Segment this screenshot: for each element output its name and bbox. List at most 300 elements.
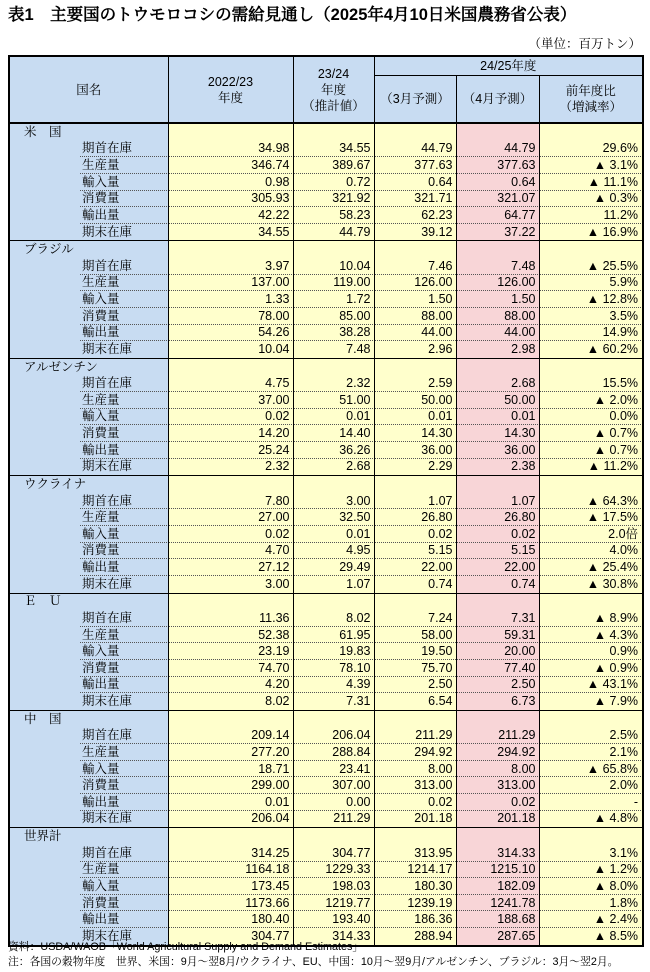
item-label: 輸出量 [9,207,168,224]
value-march-forecast: 2.59 [374,375,456,392]
value-yoy-change: ▲ 30.8% [539,576,643,593]
table-row [9,258,643,275]
item-label: 期末在庫 [9,341,168,358]
empty-cell [168,123,293,141]
value-march-forecast: 88.00 [374,308,456,325]
value-2022-23: 0.02 [168,526,293,543]
value-yoy-change: ▲ 8.0% [539,878,643,895]
country-name: ブラジル [9,241,168,258]
unit-label: （単位：百万トン） [528,37,641,51]
value-2022-23: 0.02 [168,409,293,426]
item-label: 輸出量 [9,325,168,342]
header-2022-23-label: 年度 [217,90,243,105]
table-row [9,627,643,644]
empty-cell [168,710,293,727]
table-row [9,141,643,158]
empty-cell [374,476,456,493]
empty-cell [456,123,539,141]
value-2023-24: 0.01 [293,409,374,426]
value-yoy-change: 2.5% [539,728,643,745]
empty-cell [456,241,539,258]
value-yoy-change: ▲ 12.8% [539,291,643,308]
empty-cell [374,593,456,610]
value-march-forecast: 8.00 [374,761,456,778]
table-row [9,693,643,710]
country-row [9,828,643,845]
value-march-forecast: 1.50 [374,291,456,308]
value-2023-24: 32.50 [293,509,374,526]
value-april-forecast: 2.68 [456,375,539,392]
item-label: 輸出量 [9,442,168,459]
empty-cell [168,476,293,493]
value-2022-23: 277.20 [168,744,293,761]
value-april-forecast: 5.15 [456,543,539,560]
table-row [9,291,643,308]
value-yoy-change: ▲ 60.2% [539,341,643,358]
value-yoy-change: 29.6% [539,141,643,158]
value-april-forecast: 88.00 [456,308,539,325]
value-2023-24: 19.83 [293,643,374,660]
value-2023-24: 2.32 [293,375,374,392]
value-april-forecast: 59.31 [456,627,539,644]
value-march-forecast: 5.15 [374,543,456,560]
table-row [9,174,643,191]
country-row [9,241,643,258]
value-yoy-change: 3.5% [539,308,643,325]
value-yoy-change: ▲ 0.7% [539,442,643,459]
value-2022-23: 3.00 [168,576,293,593]
value-march-forecast: 58.00 [374,627,456,644]
value-march-forecast: 201.18 [374,811,456,828]
table-row [9,191,643,208]
empty-cell [456,710,539,727]
empty-cell [293,593,374,610]
value-yoy-change: ▲ 7.9% [539,693,643,710]
value-2022-23: 8.02 [168,693,293,710]
table-row [9,207,643,224]
value-march-forecast: 44.00 [374,325,456,342]
value-2023-24: 0.00 [293,794,374,811]
value-2022-23: 10.04 [168,341,293,358]
value-march-forecast: 2.50 [374,677,456,694]
value-april-forecast: 188.68 [456,911,539,928]
country-row [9,358,643,375]
value-2023-24: 206.04 [293,728,374,745]
table-row [9,794,643,811]
value-april-forecast: 287.65 [456,928,539,946]
table-row [9,425,643,442]
empty-cell [539,828,643,845]
item-label: 輸入量 [9,878,168,895]
value-yoy-change: 15.5% [539,375,643,392]
value-2022-23: 180.40 [168,911,293,928]
value-april-forecast: 182.09 [456,878,539,895]
value-april-forecast: 44.79 [456,141,539,158]
value-yoy-change: ▲ 3.1% [539,157,643,174]
value-2023-24: 8.02 [293,610,374,627]
value-march-forecast: 211.29 [374,728,456,745]
empty-cell [539,123,643,141]
table-row [9,325,643,342]
value-yoy-change: ▲ 11.2% [539,459,643,476]
value-yoy-change: - [539,794,643,811]
value-2023-24: 0.01 [293,526,374,543]
value-2023-24: 3.00 [293,493,374,510]
value-april-forecast: 37.22 [456,224,539,241]
empty-cell [293,358,374,375]
value-yoy-change: ▲ 64.3% [539,493,643,510]
table-row [9,341,643,358]
table-row [9,224,643,241]
value-april-forecast: 7.31 [456,610,539,627]
value-april-forecast: 20.00 [456,643,539,660]
value-april-forecast: 2.98 [456,341,539,358]
item-label: 生産量 [9,744,168,761]
item-label: 消費量 [9,425,168,442]
value-march-forecast: 377.63 [374,157,456,174]
value-yoy-change: ▲ 25.5% [539,258,643,275]
country-row [9,123,643,141]
item-label: 生産量 [9,392,168,409]
value-march-forecast: 26.80 [374,509,456,526]
header-2024-25: 24/25年度 [374,56,643,75]
value-april-forecast: 22.00 [456,559,539,576]
item-label: 輸入量 [9,291,168,308]
value-yoy-change: ▲ 8.9% [539,610,643,627]
value-april-forecast: 8.00 [456,761,539,778]
item-label: 期首在庫 [9,845,168,862]
table-row [9,409,643,426]
table-row [9,660,643,677]
item-label: 期首在庫 [9,375,168,392]
value-2023-24: 44.79 [293,224,374,241]
value-yoy-change: ▲ 4.3% [539,627,643,644]
value-2022-23: 173.45 [168,878,293,895]
value-april-forecast: 1.50 [456,291,539,308]
value-march-forecast: 288.94 [374,928,456,946]
header-march-forecast: （3月予測） [374,75,456,123]
value-2022-23: 305.93 [168,191,293,208]
value-yoy-change: ▲ 16.9% [539,224,643,241]
empty-cell [456,476,539,493]
value-yoy-change: ▲ 8.5% [539,928,643,946]
value-2022-23: 25.24 [168,442,293,459]
value-2023-24: 58.23 [293,207,374,224]
value-2022-23: 299.00 [168,777,293,794]
value-2023-24: 34.55 [293,141,374,158]
table-row [9,862,643,879]
header-2022-23-year: 2022/23 [207,74,254,89]
empty-cell [374,241,456,258]
item-label: 期末在庫 [9,459,168,476]
value-yoy-change: 3.1% [539,845,643,862]
value-april-forecast: 1241.78 [456,895,539,912]
empty-cell [168,241,293,258]
value-yoy-change: 2.0倍 [539,526,643,543]
item-label: 生産量 [9,862,168,879]
value-april-forecast: 0.01 [456,409,539,426]
header-april-forecast: （4月予測） [456,75,539,123]
table-row [9,677,643,694]
table-row [9,157,643,174]
value-april-forecast: 211.29 [456,728,539,745]
value-2023-24: 2.68 [293,459,374,476]
value-2023-24: 38.28 [293,325,374,342]
value-2022-23: 0.01 [168,794,293,811]
item-label: 期末在庫 [9,693,168,710]
value-march-forecast: 186.36 [374,911,456,928]
table-row [9,878,643,895]
value-march-forecast: 321.71 [374,191,456,208]
item-label: 消費量 [9,895,168,912]
value-2022-23: 209.14 [168,728,293,745]
item-label: 輸出量 [9,559,168,576]
value-2022-23: 0.98 [168,174,293,191]
value-yoy-change: ▲ 17.5% [539,509,643,526]
source-note: 資料：USDA/WAOB「World Agricultural Supply and Demand Estimates」 [8,941,364,953]
crop-year-note: 注：各国の穀物年度 世界、米国：9月～翌8月/ウクライナ、EU、中国：10月～翌9月/アルゼンチン、ブラジル：3月～翌2月。 [8,956,619,968]
item-label: 消費量 [9,777,168,794]
value-2023-24: 7.31 [293,693,374,710]
value-2022-23: 11.36 [168,610,293,627]
value-2022-23: 4.75 [168,375,293,392]
value-march-forecast: 0.01 [374,409,456,426]
value-2022-23: 4.70 [168,543,293,560]
value-yoy-change: 0.0% [539,409,643,426]
value-yoy-change: ▲ 25.4% [539,559,643,576]
country-name: 中 国 [9,710,168,727]
value-2022-23: 78.00 [168,308,293,325]
value-yoy-change: 1.8% [539,895,643,912]
value-2023-24: 7.48 [293,341,374,358]
table-row [9,643,643,660]
item-label: 期末在庫 [9,928,168,946]
value-yoy-change: ▲ 2.0% [539,392,643,409]
table-title: 表1 主要国のトウモロコシの需給見通し（2025年4月10日米国農務省公表） [8,6,577,24]
item-label: 期首在庫 [9,610,168,627]
item-label: 期末在庫 [9,811,168,828]
value-march-forecast: 22.00 [374,559,456,576]
item-label: 生産量 [9,275,168,292]
value-yoy-change: 2.1% [539,744,643,761]
item-label: 輸入量 [9,643,168,660]
value-2023-24: 321.92 [293,191,374,208]
value-2022-23: 3.97 [168,258,293,275]
value-2023-24: 1.72 [293,291,374,308]
value-march-forecast: 0.74 [374,576,456,593]
empty-cell [456,593,539,610]
value-april-forecast: 2.50 [456,677,539,694]
item-label: 消費量 [9,191,168,208]
value-2023-24: 1.07 [293,576,374,593]
empty-cell [293,123,374,141]
empty-cell [456,828,539,845]
value-2023-24: 0.72 [293,174,374,191]
item-label: 生産量 [9,509,168,526]
value-2023-24: 389.67 [293,157,374,174]
empty-cell [539,241,643,258]
empty-cell [539,710,643,727]
table-row [9,459,643,476]
table-row [9,375,643,392]
value-2023-24: 304.77 [293,845,374,862]
empty-cell [293,828,374,845]
value-2023-24: 85.00 [293,308,374,325]
table-body [9,123,643,946]
empty-cell [168,593,293,610]
value-yoy-change: ▲ 65.8% [539,761,643,778]
value-2023-24: 211.29 [293,811,374,828]
item-label: 輸入量 [9,761,168,778]
item-label: 期首在庫 [9,258,168,275]
table-row [9,308,643,325]
table-row [9,728,643,745]
item-label: 期首在庫 [9,493,168,510]
value-april-forecast: 0.64 [456,174,539,191]
value-2023-24: 288.84 [293,744,374,761]
value-2023-24: 51.00 [293,392,374,409]
country-name: Ｅ Ｕ [9,593,168,610]
value-april-forecast: 2.38 [456,459,539,476]
item-label: 期末在庫 [9,224,168,241]
value-yoy-change: 5.9% [539,275,643,292]
value-2022-23: 18.71 [168,761,293,778]
value-april-forecast: 0.02 [456,794,539,811]
value-march-forecast: 313.95 [374,845,456,862]
value-2023-24: 1219.77 [293,895,374,912]
table-row [9,576,643,593]
value-april-forecast: 36.00 [456,442,539,459]
value-2023-24: 29.49 [293,559,374,576]
table-header [9,56,643,123]
value-march-forecast: 0.02 [374,526,456,543]
item-label: 輸入量 [9,526,168,543]
value-april-forecast: 314.33 [456,845,539,862]
value-march-forecast: 6.54 [374,693,456,710]
value-2022-23: 2.32 [168,459,293,476]
value-yoy-change: 2.0% [539,777,643,794]
value-yoy-change: ▲ 0.9% [539,660,643,677]
value-march-forecast: 294.92 [374,744,456,761]
value-2023-24: 36.26 [293,442,374,459]
value-2022-23: 1173.66 [168,895,293,912]
value-march-forecast: 7.46 [374,258,456,275]
value-2022-23: 34.98 [168,141,293,158]
header-2023-24 [293,56,374,123]
value-yoy-change: 11.2% [539,207,643,224]
value-yoy-change: ▲ 43.1% [539,677,643,694]
value-march-forecast: 2.29 [374,459,456,476]
value-april-forecast: 77.40 [456,660,539,677]
empty-cell [539,476,643,493]
item-label: 消費量 [9,308,168,325]
value-2022-23: 4.20 [168,677,293,694]
value-march-forecast: 39.12 [374,224,456,241]
value-march-forecast: 7.24 [374,610,456,627]
value-april-forecast: 7.48 [456,258,539,275]
empty-cell [374,123,456,141]
header-2023-24-label: 年度 [320,82,346,97]
value-2022-23: 74.70 [168,660,293,677]
corn-supply-demand-table [8,55,644,947]
value-2022-23: 1.33 [168,291,293,308]
value-march-forecast: 36.00 [374,442,456,459]
empty-cell [293,241,374,258]
empty-cell [168,358,293,375]
value-2022-23: 27.12 [168,559,293,576]
item-label: 期首在庫 [9,141,168,158]
value-2022-23: 7.80 [168,493,293,510]
value-2022-23: 23.19 [168,643,293,660]
value-2023-24: 198.03 [293,878,374,895]
value-2022-23: 314.25 [168,845,293,862]
country-name: ウクライナ [9,476,168,493]
value-2023-24: 193.40 [293,911,374,928]
value-march-forecast: 1.07 [374,493,456,510]
value-yoy-change: ▲ 11.1% [539,174,643,191]
item-label: 輸出量 [9,677,168,694]
country-row [9,476,643,493]
item-label: 生産量 [9,157,168,174]
item-label: 輸入量 [9,409,168,426]
table-row [9,845,643,862]
header-yoy-change [539,75,643,123]
value-april-forecast: 321.07 [456,191,539,208]
item-label: 期末在庫 [9,576,168,593]
empty-cell [374,828,456,845]
item-label: 輸出量 [9,911,168,928]
value-april-forecast: 1215.10 [456,862,539,879]
value-2022-23: 206.04 [168,811,293,828]
value-april-forecast: 50.00 [456,392,539,409]
table-row [9,509,643,526]
country-row [9,593,643,610]
table-row [9,761,643,778]
value-2022-23: 27.00 [168,509,293,526]
value-2022-23: 54.26 [168,325,293,342]
value-2023-24: 314.33 [293,928,374,946]
value-april-forecast: 14.30 [456,425,539,442]
table-row [9,275,643,292]
value-march-forecast: 14.30 [374,425,456,442]
value-march-forecast: 62.23 [374,207,456,224]
empty-cell [539,593,643,610]
empty-cell [168,828,293,845]
country-name: 世界計 [9,828,168,845]
empty-cell [539,358,643,375]
table-row [9,811,643,828]
value-yoy-change: ▲ 2.4% [539,911,643,928]
empty-cell [293,476,374,493]
value-2022-23: 42.22 [168,207,293,224]
value-2022-23: 1164.18 [168,862,293,879]
value-april-forecast: 0.74 [456,576,539,593]
value-april-forecast: 1.07 [456,493,539,510]
value-2023-24: 307.00 [293,777,374,794]
header-country: 国名 [9,56,168,123]
item-label: 期首在庫 [9,728,168,745]
value-april-forecast: 0.02 [456,526,539,543]
table-row [9,493,643,510]
value-march-forecast: 75.70 [374,660,456,677]
header-2023-24-note: （推計値） [302,98,365,113]
header-2022-23 [168,56,293,123]
item-label: 消費量 [9,660,168,677]
value-march-forecast: 2.96 [374,341,456,358]
value-2023-24: 14.40 [293,425,374,442]
country-name: アルゼンチン [9,358,168,375]
table-row [9,442,643,459]
